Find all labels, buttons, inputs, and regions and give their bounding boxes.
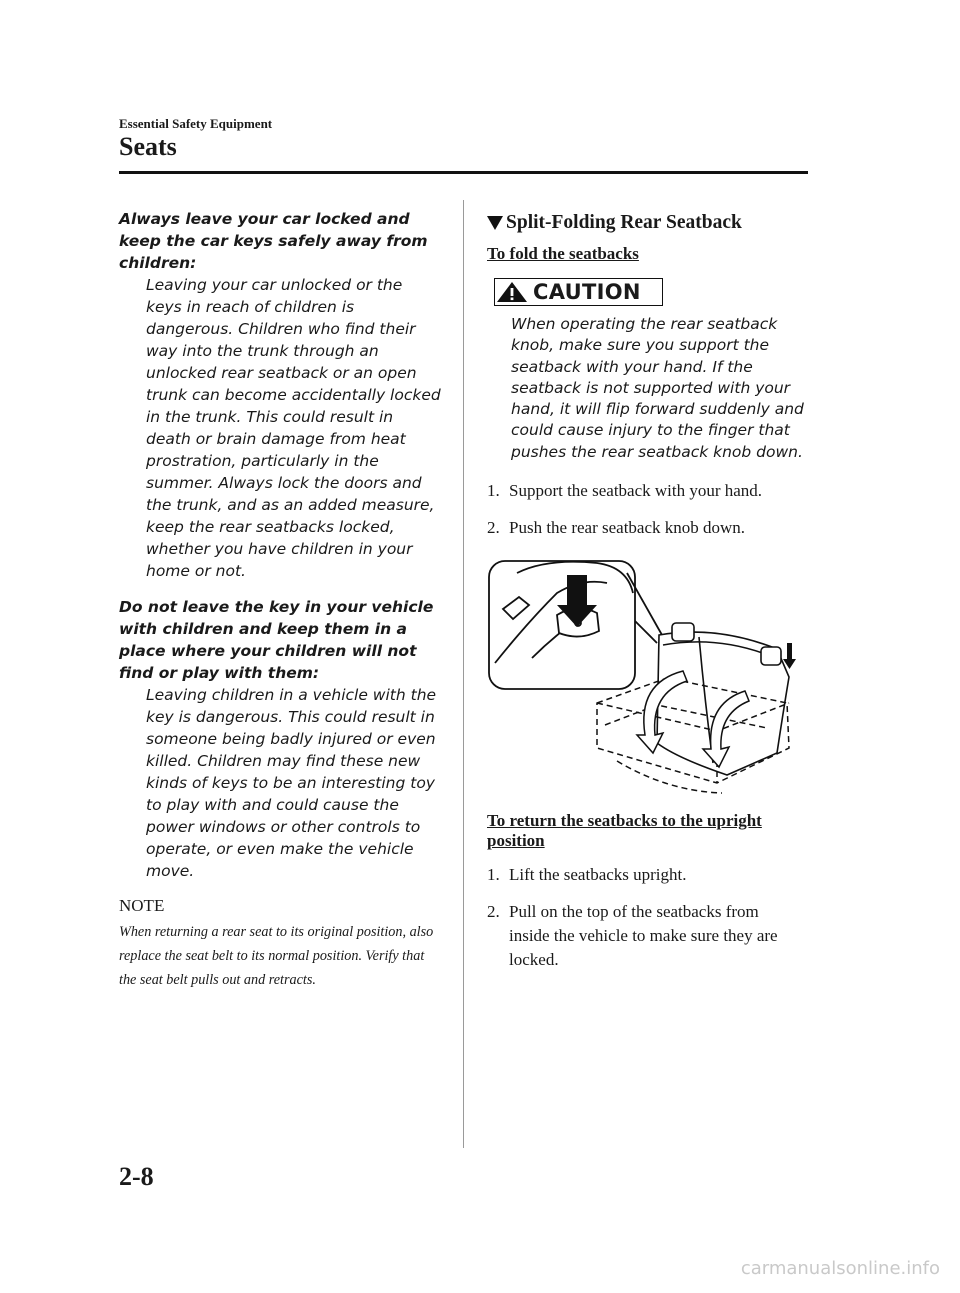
triangle-down-icon <box>487 216 503 230</box>
step-number: 1. <box>487 865 500 885</box>
watermark-text: carmanualsonline.info <box>740 1258 940 1279</box>
left-column <box>119 208 441 992</box>
step-number: 2. <box>487 902 500 922</box>
warning-body: Leaving children in a vehicle with the key is dangerous. This could result in someone being badly injured or even killed. Children may find these new kinds of keys to be an interesting toy to play with and could cause the power windows or other controls to operate, or even make the vehicle move. <box>146 686 437 880</box>
caution-text: When operating the rear seatback knob, make sure you support the seatback with your hand. If the seatback is not supported with your hand, it will flip forward suddenly and could cause injury to the finger that pushes the rear seatback knob down. <box>511 315 804 461</box>
fold-heading: To fold the seatbacks <box>487 244 639 263</box>
return-step <box>487 863 807 887</box>
note-body: When returning a rear seat to its original position, also replace the seat belt to its normal position. Verify that the seat belt pulls out and retracts. <box>119 924 434 988</box>
step-number: 1. <box>487 481 500 501</box>
column-divider <box>463 200 464 1148</box>
header-rule <box>119 171 808 174</box>
warning-heading: Always leave your car locked and keep the car keys safely away from children: <box>119 210 428 272</box>
step-text: Pull on the top of the seatbacks from <box>509 902 759 922</box>
subsection-title-text: Split-Folding Rear Seatback <box>506 212 742 233</box>
return-step <box>487 900 807 924</box>
warning-body: Leaving your car unlocked or the keys in reach of children is dangerous. Children who find their way into the trunk through an unlocked rear seatback or an open trunk can become accidentally locked in the trunk. This could result in death or brain damage from heat prostration, particularly in the summer. Always lock the doors and the trunk, and as an added measure, keep the rear seatbacks locked, whether you have children in your home or not. <box>146 276 441 580</box>
return-heading-line2: position <box>487 831 545 851</box>
fold-step <box>487 479 807 503</box>
page-number: 2-8 <box>119 1162 154 1191</box>
warning-triangle-icon <box>495 280 529 304</box>
chapter-title: Seats <box>119 132 177 161</box>
step-text: Push the rear seatback knob down. <box>509 518 746 538</box>
right-column <box>487 208 807 972</box>
step-continuation: locked. <box>509 950 559 970</box>
return-heading-line1: To return the seatbacks to the upright <box>487 811 762 831</box>
seatback-folding-illustration <box>487 553 807 803</box>
step-text: Lift the seatbacks upright. <box>509 865 687 885</box>
fold-step <box>487 516 807 540</box>
note-heading: NOTE <box>119 896 165 915</box>
caution-box <box>494 278 663 306</box>
caution-label: CAUTION <box>533 280 641 304</box>
subsection-title <box>487 212 807 234</box>
step-number: 2. <box>487 518 500 538</box>
section-label: Essential Safety Equipment <box>119 116 273 131</box>
step-text: Support the seatback with your hand. <box>509 481 763 501</box>
warning-heading: Do not leave the key in your vehicle with children and keep them in a place where your children will not find or play with them: <box>119 598 434 682</box>
step-continuation: inside the vehicle to make sure they are <box>509 926 778 946</box>
